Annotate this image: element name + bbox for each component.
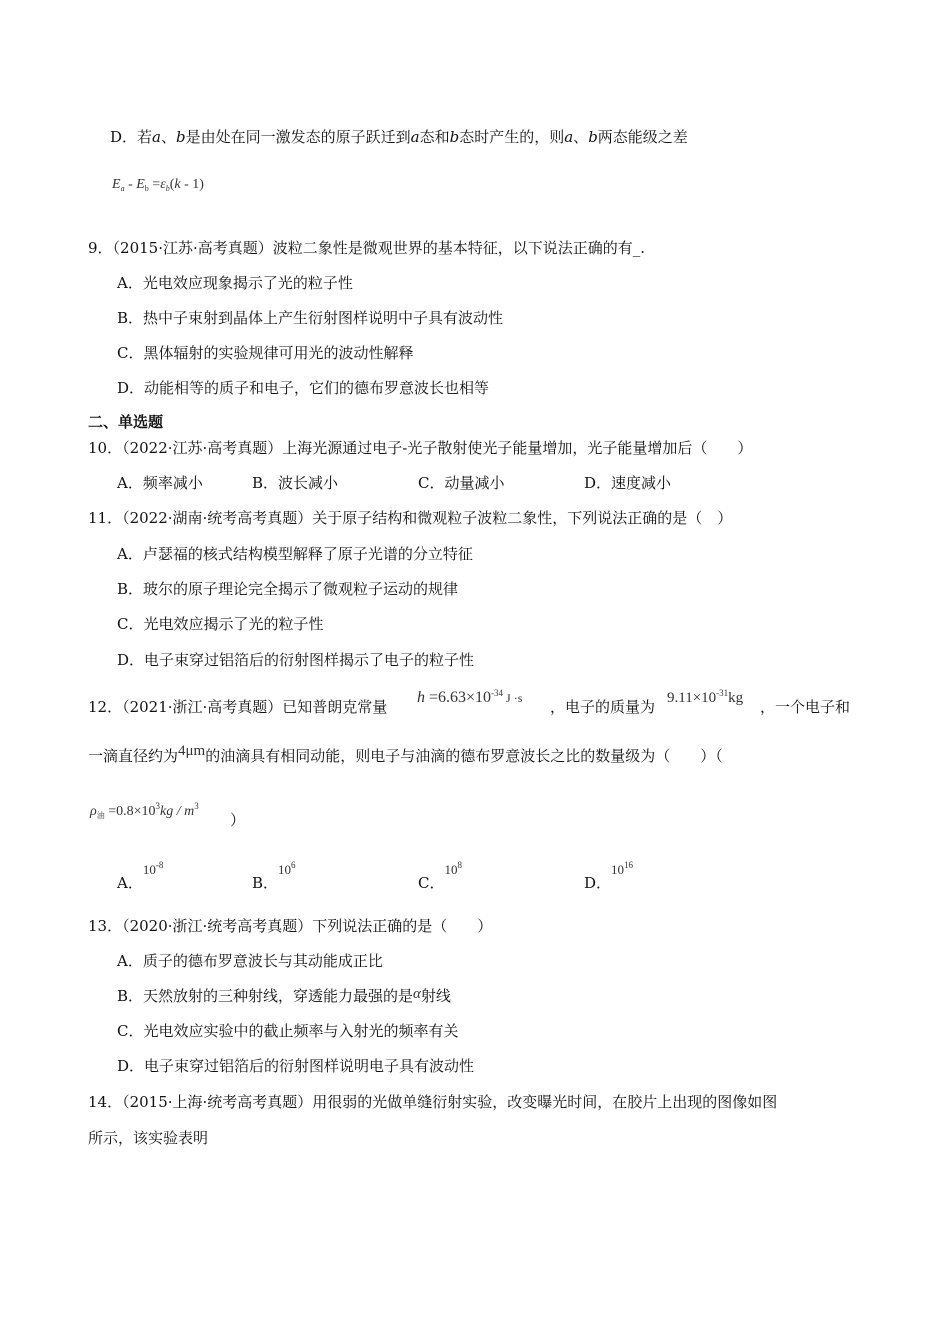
q10-option-c: C．动量减小 [418,474,505,492]
q12-close-paren: ） [230,811,246,829]
q9-stem: 9．（2015·江苏·高考真题）波粒二象性是微观世界的基本特征，以下说法正确的有_. [88,239,646,257]
q12-option-c: C．$10^8$ [418,860,462,892]
q12-option-a: A．$10^{-8}$ [117,860,164,892]
q14-stem-line1: 14．（2015·上海·统考高考真题）用很弱的光做单缝衍射实验，改变曝光时间，在胶片上出现的图像如图 [88,1093,778,1111]
q12-stem-line2: 一滴直径约为4μm的油滴具有相同动能，则电子与油滴的德布罗意波长之比的数量级为（ ）（ [88,743,723,765]
q13-stem: 13．（2020·浙江·统考高考真题）下列说法正确的是（ ） [88,917,493,935]
q8-option-d: D．若a、b是由处在同一激发态的原子跃迁到a态和b态时产生的，则a、b两态能级之差 [110,128,688,146]
q11-stem: 11．（2022·湖南·统考高考真题）关于原子结构和微观粒子波粒二象性，下列说法正确的是（ ） [88,509,733,527]
q9-option-a: A．光电效应现象揭示了光的粒子性 [117,274,353,292]
q10-stem: 10．（2022·江苏·高考真题）上海光源通过电子-光子散射使光子能量增加，光子能量增加后（ ） [88,439,753,457]
q13-option-d: D．电子束穿过铝箔后的衍射图样说明电子具有波动性 [117,1057,475,1075]
q12-option-d: D．$10^{16}$ [584,860,634,892]
q12-stem-line1: 12．（2021·浙江·高考真题）已知普朗克常量 [88,698,388,716]
q12-stem-mass-label: ，电子的质量为 [550,698,656,716]
q11-option-d: D．电子束穿过铝箔后的衍射图样揭示了电子的粒子性 [117,651,475,669]
q13-option-c: C．光电效应实验中的截止频率与入射光的频率有关 [117,1022,459,1040]
q11-option-b: B．玻尔的原子理论完全揭示了微观粒子运动的规律 [117,580,459,598]
q12-oil-density-formula: $\rho_油 =0.8\times 10^3kg / m^3$ [90,801,199,820]
q10-option-a: A．频率减小 [117,474,203,492]
q14-stem-line2: 所示，该实验表明 [88,1129,209,1147]
q12-planck-formula: $h =6.63\times 10^{-34}$ J ·s [417,688,523,706]
q12-electron-mass-formula: $9.11\times 10^{-31}kg$ [667,688,744,706]
q13-option-b: B．天然放射的三种射线，穿透能力最强的是α射线 [117,986,451,1005]
q11-option-c: C．光电效应揭示了光的粒子性 [117,615,324,633]
q9-option-b: B．热中子束射到晶体上产生衍射图样说明中子具有波动性 [117,309,504,327]
q10-option-b: B．波长减小 [252,474,339,492]
q13-option-a: A．质子的德布罗意波长与其动能成正比 [117,952,383,970]
q12-stem-line1-end: ，一个电子和 [760,698,851,716]
q9-option-d: D．动能相等的质子和电子，它们的德布罗意波长也相等 [117,379,490,397]
q10-option-d: D．速度减小 [584,474,672,492]
q9-option-c: C．黑体辐射的实验规律可用光的波动性解释 [117,344,414,362]
q12-option-b: B．$10^6$ [252,860,296,892]
q11-option-a: A．卢瑟福的核式结构模型解释了原子光谱的分立特征 [117,545,473,563]
q8-energy-formula: $E_a - E_b =\varepsilon_b(k - 1)$ [112,177,204,193]
section-title-single-choice: 二、单选题 [88,413,164,431]
